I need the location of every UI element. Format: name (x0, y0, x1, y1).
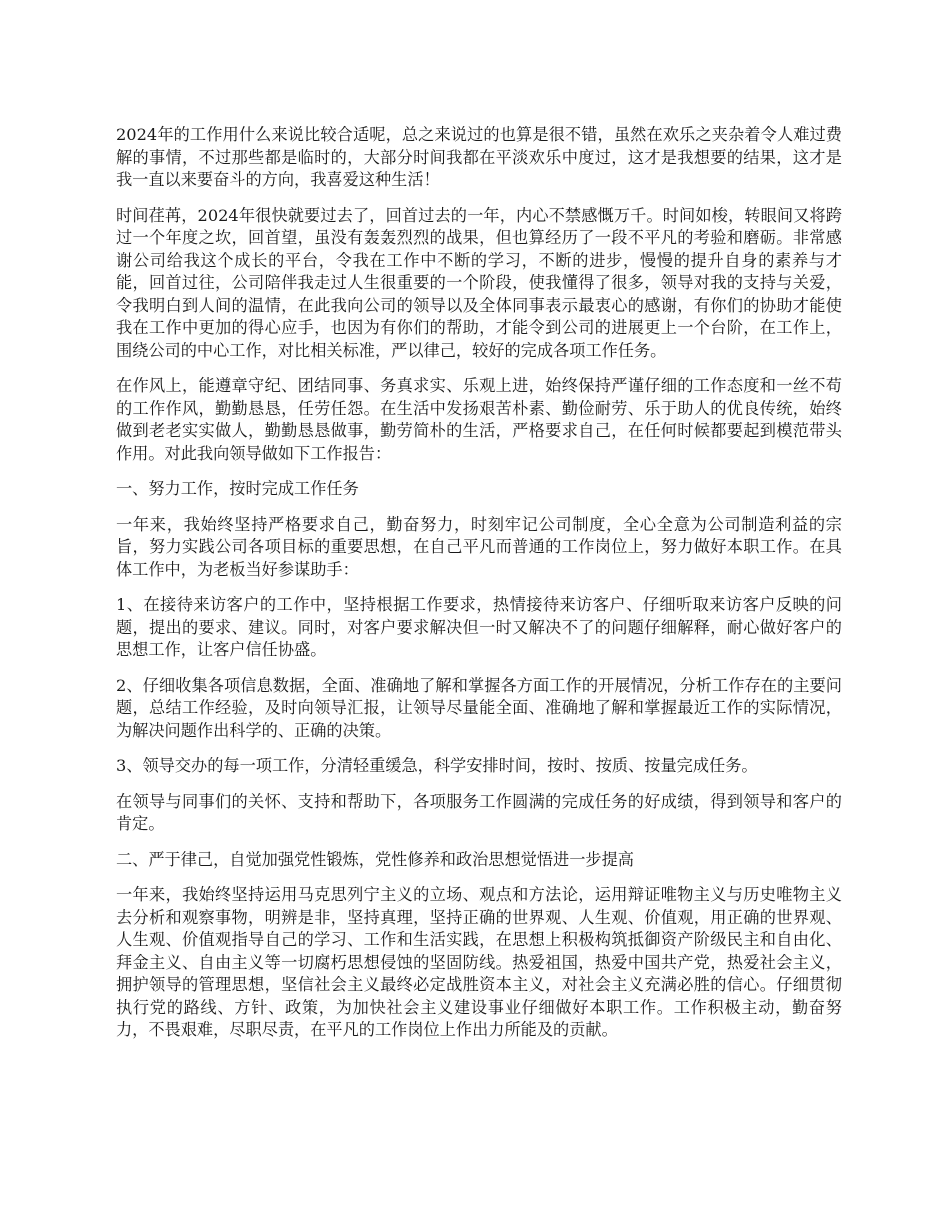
paragraph-section-2-body: 一年来，我始终坚持运用马克思列宁主义的立场、观点和方法论，运用辩证唯物主义与历史唯物主义去分析和观察事物，明辨是非，坚持真理，坚持正确的世界观、人生观、价值观，用正确的世界观、人生观、价值观指导自己的学习、工作和生活实践，在思想上积极构筑抵御资产阶级民主和自由化、拜金主义、自由主义等一切腐朽思想侵蚀的坚固防线。热爱祖国，热爱中国共产党，热爱社会主义，拥护领导的管理思想，坚信社会主义最终必定战胜资本主义，对社会主义充满必胜的信心。仔细贯彻执行党的路线、方针、政策，为加快社会主义建设事业仔细做好本职工作。工作积极主动，勤奋努力，不畏艰难，尽职尽责，在平凡的工作岗位上作出力所能及的贡献。 (116, 885, 842, 1039)
section-heading-2: 二、严于律己，自觉加强党性锻炼，党性修养和政治思想觉悟进一步提高 (116, 849, 634, 869)
paragraph-section-1-summary: 在领导与同事们的关怀、支持和帮助下，各项服务工作圆满的完成任务的好成绩，得到领导和客户的肯定。 (116, 791, 842, 833)
list-item-2: 2、仔细收集各项信息数据，全面、准确地了解和掌握各方面工作的开展情况，分析工作存在的主要问题，总结工作经验，及时向领导汇报，让领导尽量能全面、准确地了解和掌握最近工作的实际情况，为解决问题作出科学的、正确的决策。 (116, 675, 842, 740)
paragraph-intro: 2024年的工作用什么来说比较合适呢，总之来说过的也算是很不错，虽然在欢乐之夹杂着令人难过费解的事情，不过那些都是临时的，大部分时间我都在平淡欢乐中度过，这才是我想要的结果，这才是我一直以来要奋斗的方向，我喜爱这种生活！ (116, 125, 842, 189)
list-item-1: 1、在接待来访客户的工作中，坚持根据工作要求，热情接待来访客户、仔细听取来访客户反映的问题，提出的要求、建议。同时，对客户要求解决但一时又解决不了的问题仔细解释，耐心做好客户的思想工作，让客户信任协盛。 (116, 595, 842, 659)
list-item-3: 3、领导交办的每一项工作，分清轻重缓急，科学安排时间，按时、按质、按量完成任务。 (116, 756, 758, 775)
paragraph-section-1-intro: 一年来，我始终坚持严格要求自己，勤奋努力，时刻牢记公司制度，全心全意为公司制造利益的宗旨，努力实践公司各项目标的重要思想，在自己平凡而普通的工作岗位上，努力做好本职工作。在具体工作中，为老板当好参谋助手： (116, 514, 842, 579)
paragraph-year-review: 时间荏苒，2024年很快就要过去了，回首过去的一年，内心不禁感慨万千。时间如梭，转眼间又将跨过一个年度之坎，回首望，虽没有轰轰烈烈的战果，但也算经历了一段不平凡的考验和磨砺。非常感谢公司给我这个成长的平台，令我在工作中不断的学习，不断的进步，慢慢的提升自身的素养与才能，回首过往，公司陪伴我走过人生很重要的一个阶段，使我懂得了很多，领导对我的支持与关爱，令我明白到人间的温情，在此我向公司的领导以及全体同事表示最衷心的感谢，有你们的协助才能使我在工作中更加的得心应手，也因为有你们的帮助，才能令到公司的进展更上一个台阶，在工作上，围绕公司的中心工作，对比相关标准，严以律己，较好的完成各项工作任务。 (116, 205, 842, 360)
paragraph-work-style: 在作风上，能遵章守纪、团结同事、务真求实、乐观上进，始终保持严谨仔细的工作态度和一丝不苟的工作作风，勤勤恳恳，任劳任怨。在生活中发扬艰苦朴素、勤俭耐劳、乐于助人的优良传统，始终做到老老实实做人，勤勤恳恳做事，勤劳简朴的生活，严格要求自己，在任何时候都要起到模范带头作用。对此我向领导做如下工作报告： (116, 376, 842, 463)
document-body (116, 124, 842, 1055)
section-heading-1: 一、努力工作，按时完成工作任务 (116, 479, 359, 498)
